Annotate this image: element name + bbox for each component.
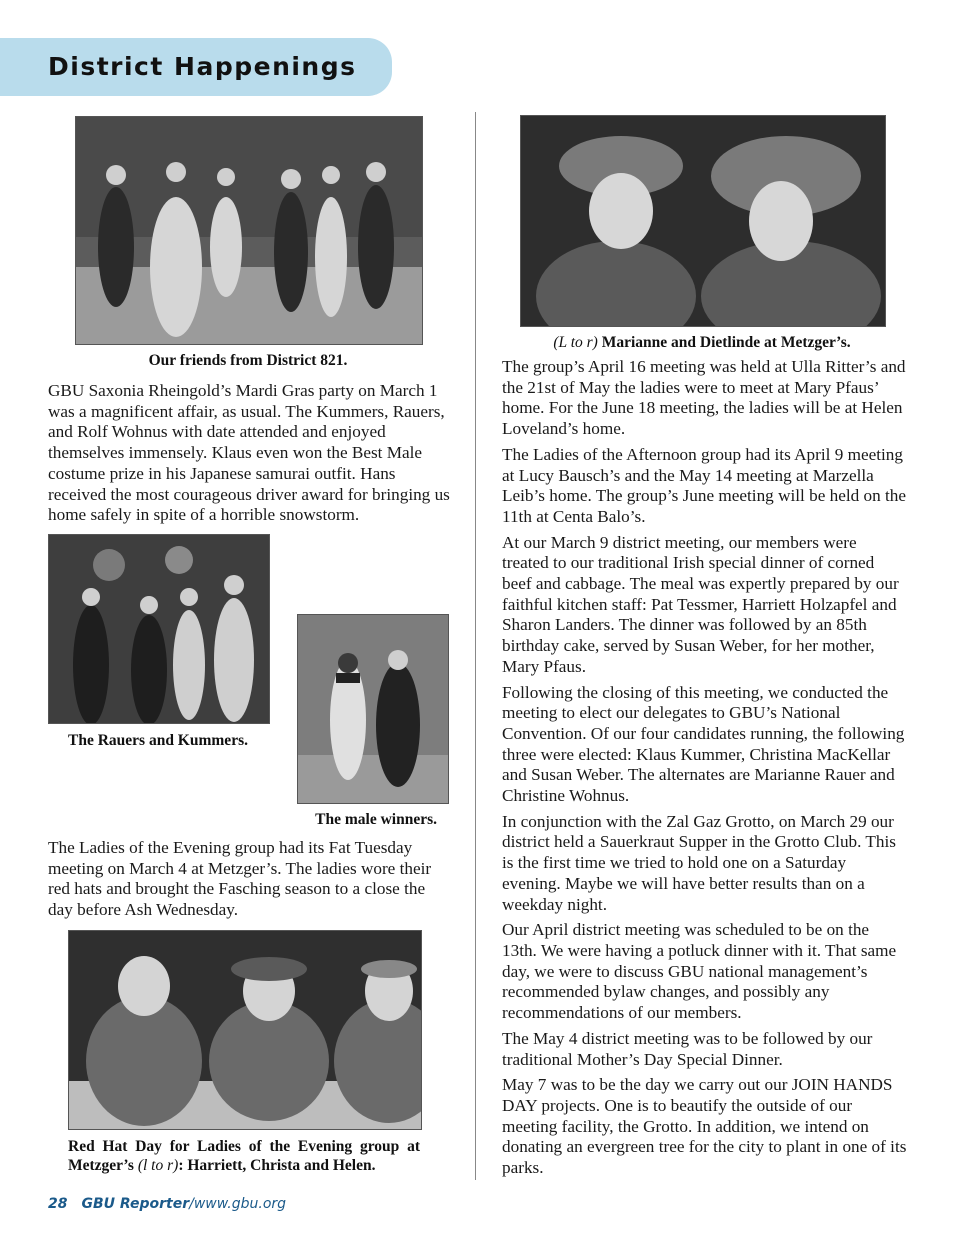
photo-caption	[68, 1137, 420, 1175]
photo-caption: Our friends from District 821.	[148, 352, 348, 369]
paragraph-text: May 7 was to be the day we carry out our JOIN HANDS DAY projects. One is to beautify the outside of our meeting facility, the Grotto. In addition, we intend on donating an evergreen tree for the city to plant in one of its parks.	[502, 1075, 907, 1178]
photo-caption	[520, 333, 884, 352]
paragraph-text: GBU Saxonia Rheingold’s Mardi Gras party on March 1 was a magnificent affair, as usual. The Kummers, Rauers, and Rolf Wohnus with date attended and enjoyed themselves immensely. Klaus even won the Best Male costume prize in his Japanese samurai outfit. Hans received the most courageous driver award for bringing us home safely in spite of a horrible snowstorm.	[48, 381, 450, 525]
photo-rauers-kummers	[48, 534, 270, 724]
photo-caption: The male winners.	[315, 811, 437, 828]
article-paragraph	[48, 838, 450, 926]
caption-lr: (L to r)	[553, 334, 598, 351]
column-divider	[475, 112, 476, 1180]
paragraph-text: Following the closing of this meeting, we conducted the meeting to elect our delegates to GBU’s National Convention. Of our four candidates running, the following three were elected: Klaus Kummer, Christina MacKellar and Susan Weber. The alternates are Marianne Rauer and Christine Wohnus.	[502, 682, 905, 806]
section-title: District Happenings	[48, 52, 357, 81]
paragraph-text: The group’s April 16 meeting was held at Ulla Ritter’s and the 21st of May the ladies were to meet at Mary Pfaus’ home. For the June 18 meeting, the ladies will be at Helen Loveland’s home.	[502, 357, 906, 439]
photo-caption: The Rauers and Kummers.	[68, 732, 248, 749]
paragraph-text: The Ladies of the Evening group had its Fat Tuesday meeting on March 4 at Metzger’s. The ladies wore their red hats and brought the Fasching season to a close the day before Ash Wednesday.	[48, 838, 432, 920]
caption-names: Marianne and Dietlinde at Metzger’s.	[601, 334, 851, 351]
publication-name: GBU Reporter	[81, 1196, 190, 1212]
paragraph-text: Our April district meeting was scheduled to be on the 13th. We were having a potluck dinner with it. That same day, we were to discuss GBU national management’s recommended bylaw changes, and possibly any recommendations of our members.	[502, 920, 897, 1023]
photo-marianne-dietlinde	[520, 115, 886, 327]
page-footer	[48, 1196, 286, 1212]
photo-male-winners	[297, 614, 449, 804]
caption-names: : Harriett, Christa and Helen.	[178, 1157, 376, 1174]
article-paragraph	[48, 381, 450, 531]
paragraph-text: At our March 9 district meeting, our members were treated to our traditional Irish special dinner of corned beef and cabbage. The meal was expertly prepared by our faithful kitchen staff: Pat Tessmer, Harriett Holzapfel and Sharon Landers. The dinner was followed by an 85th birthday cake, served by Susan Weber, for her mother, Mary Pfaus.	[502, 532, 899, 676]
paragraph-text: The Ladies of the Afternoon group had its April 9 meeting at Lucy Bausch’s and the May 14 meeting at Marzella Leib’s home. The group’s June meeting will be held on the 11th at Centa Balo’s.	[502, 444, 906, 526]
photo-red-hat-day	[68, 930, 422, 1130]
publication-url[interactable]: /www.gbu.org	[189, 1196, 287, 1212]
paragraph-text: In conjunction with the Zal Gaz Grotto, on March 29 our district held a Sauerkraut Supper in the Grotto Club. This is the first time we tried to hold one on a Saturday evening. Maybe we will have better results than on a weekday night.	[502, 811, 896, 914]
paragraph-text: The May 4 district meeting was to be followed by our traditional Mother’s Day Special Dinner.	[502, 1028, 873, 1069]
page-number: 28	[48, 1196, 68, 1212]
photo-district-821-group	[75, 116, 423, 345]
right-column-text	[502, 357, 907, 1184]
caption-lr: (l to r)	[137, 1157, 179, 1174]
caption-main: Red Hat Day for Ladies of the Evening group at Metzger’s	[68, 1138, 420, 1174]
